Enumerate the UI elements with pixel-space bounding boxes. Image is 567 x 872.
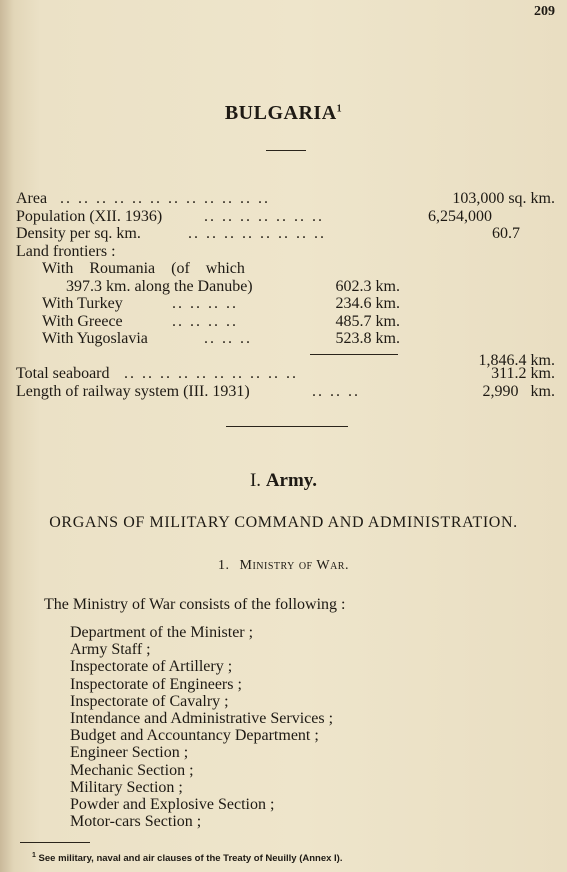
department-item: Mechanic Section ;	[70, 761, 194, 779]
stat-label: 397.3 km. along the Danube)	[66, 277, 253, 295]
stat-value: 311.2 km.	[491, 365, 555, 382]
stat-label: Density per sq. km.	[16, 225, 141, 242]
leader-dots: .. .. .. .. .. .. .. .. .. ..	[124, 365, 298, 382]
leader-dots: .. .. ..	[312, 382, 360, 400]
stat-value: 60.7	[492, 225, 520, 242]
stat-value: 602.3 km.	[335, 277, 400, 295]
department-item: Intendance and Administrative Services ;	[70, 710, 334, 728]
department-item: Motor-cars Section ;	[70, 813, 202, 831]
department-item: Powder and Explosive Section ;	[70, 796, 275, 814]
stat-frontier-total	[16, 348, 561, 369]
stat-value: 103,000 sq. km.	[452, 190, 555, 207]
department-item: Inspectorate of Artillery ;	[70, 658, 233, 676]
department-item: Military Section ;	[70, 778, 183, 796]
section-title: Army.	[265, 470, 317, 491]
subtotal-rule	[310, 354, 398, 355]
leader-dots: .. .. .. .. .. .. .. .. .. .. .. ..	[60, 190, 270, 207]
stat-density	[16, 225, 561, 243]
department-item: Army Staff ;	[70, 641, 151, 659]
stat-label: Area	[16, 190, 48, 207]
footnote-mark: 1	[32, 852, 36, 859]
stat-label: Population (XII. 1936)	[16, 207, 163, 225]
stat-roumania-line2	[16, 278, 561, 296]
footnote	[32, 852, 342, 864]
leader-dots: .. .. .. ..	[172, 295, 238, 312]
department-item: Budget and Accountancy Department ;	[70, 727, 319, 745]
stat-seaboard	[16, 365, 561, 383]
country-title	[0, 102, 567, 125]
section-divider	[226, 426, 348, 427]
footnote-rule	[20, 842, 90, 843]
stat-label: With Roumania (of which	[42, 260, 245, 277]
stat-turkey	[16, 295, 561, 313]
stat-value: 1,846.4 km.	[478, 351, 555, 369]
stat-population	[16, 208, 561, 226]
intro-paragraph: The Ministry of War consists of the following :	[44, 596, 346, 613]
page-number: 209	[534, 4, 555, 19]
leader-dots: .. .. .. .. .. .. ..	[204, 207, 324, 225]
department-item: Inspectorate of Cavalry ;	[70, 692, 229, 710]
organs-heading: ORGANS OF MILITARY COMMAND AND ADMINISTRATION.	[49, 514, 518, 531]
stat-value: 485.7 km.	[335, 312, 400, 330]
department-item: Inspectorate of Engineers ;	[70, 675, 242, 693]
leader-dots: .. .. .. .. .. .. .. ..	[188, 225, 326, 242]
stat-value: 6,254,000	[428, 207, 492, 225]
department-item: Engineer Section ;	[70, 744, 189, 762]
stat-roumania-line1	[16, 260, 561, 278]
title-text: BULGARIA	[224, 102, 337, 124]
stat-label: With Greece	[42, 312, 123, 330]
stat-value: 234.6 km.	[335, 295, 400, 312]
department-list	[70, 624, 333, 830]
stat-area	[16, 190, 561, 208]
stat-label: With Yugoslavia	[42, 330, 148, 347]
department-item: Department of the Minister ;	[70, 624, 254, 641]
subheading-text: Ministry of War.	[239, 558, 349, 573]
title-rule	[266, 150, 306, 151]
footnote-text: See military, naval and air clauses of the Treaty of Neuilly (Annex I).	[38, 853, 343, 865]
stat-label: Land frontiers :	[16, 242, 116, 260]
stat-label: With Turkey	[42, 295, 123, 312]
stat-value: 523.8 km.	[335, 330, 400, 347]
section-heading	[0, 470, 567, 492]
section-number: I.	[249, 470, 262, 491]
subheading-number: 1.	[218, 558, 230, 573]
leader-dots: .. .. .. ..	[172, 312, 238, 330]
subheading	[0, 558, 567, 574]
leader-dots: .. .. ..	[204, 330, 252, 347]
stat-label: Total seaboard	[16, 365, 110, 382]
stat-label: Length of railway system (III. 1931)	[16, 382, 250, 400]
title-footnote-mark: 1	[336, 103, 343, 115]
statistics-block	[16, 190, 561, 400]
stat-railway	[16, 383, 561, 401]
stat-yugoslavia	[16, 330, 561, 348]
stat-greece	[16, 313, 561, 331]
stat-land-frontiers	[16, 243, 561, 261]
stat-value: 2,990 km.	[482, 382, 555, 400]
